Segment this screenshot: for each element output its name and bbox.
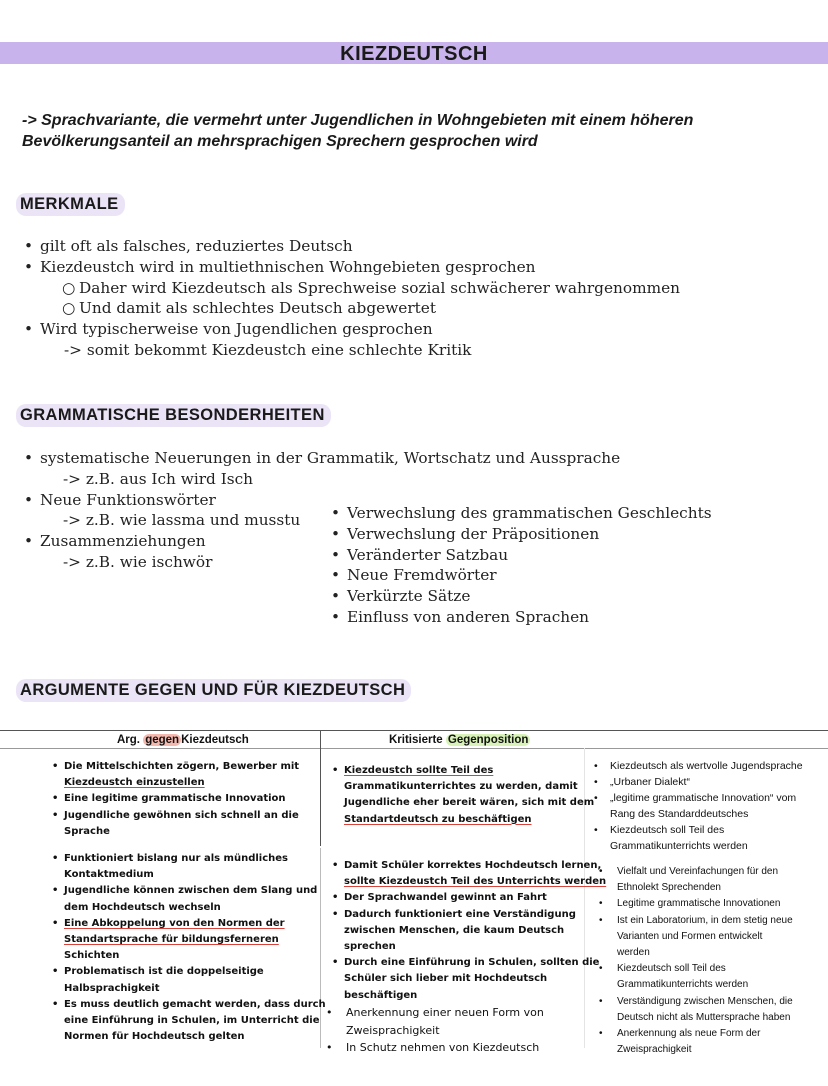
- bullet-icon: •: [331, 607, 341, 626]
- table-row: • Jugendliche können zwischen dem Slang und: [52, 883, 317, 899]
- page-title: KIEZDEUTSCH: [340, 43, 488, 65]
- bullet-icon: •: [599, 1028, 603, 1040]
- circle-bullet-icon: ○: [62, 299, 76, 318]
- col2-block3: [326, 1004, 582, 1057]
- definition-line-1: -> Sprachvariante, die vermehrt unter Jugendlichen in Wohngebieten mit einem höheren: [22, 112, 694, 129]
- table-row: Standartsprache für bildungsferneren: [64, 934, 279, 946]
- col3-block2: [599, 864, 827, 1058]
- bullet-icon: •: [24, 257, 34, 276]
- list-item: • Zusammenziehungen: [24, 532, 206, 551]
- table-row: Grammatikunterrichts werden: [610, 840, 748, 852]
- bullet-icon: •: [594, 776, 598, 788]
- bullet-icon: •: [24, 320, 34, 339]
- table-row: sollte Kiezdeustch Teil des Unterrichts werden: [344, 876, 607, 888]
- table-row: Grammatikunterrichtes zu werden, damit: [344, 781, 578, 793]
- bullet-icon: •: [599, 866, 603, 877]
- heading-grammatik: GRAMMATISCHE BESONDERHEITEN: [16, 404, 331, 427]
- table-row: • Verständigung zwischen Menschen, die: [599, 994, 827, 1010]
- table-row: zwischen Menschen, die kaum Deutsch: [344, 924, 565, 936]
- bullet-icon: •: [594, 824, 598, 836]
- bullet-icon: •: [24, 490, 34, 509]
- bullet-icon: •: [599, 995, 603, 1007]
- col2-block1: [332, 763, 595, 828]
- table-row: • Ist ein Laboratorium, in dem stetig neue: [599, 913, 827, 929]
- bullet-icon: •: [331, 524, 341, 543]
- table-row: • In Schutz nehmen von Kiezdeutsch: [326, 1039, 582, 1057]
- table-row: • Es muss deutlich gemacht werden, dass durch: [52, 997, 317, 1013]
- bullet-icon: •: [331, 545, 341, 564]
- table-row: • Eine Abkoppelung von den Normen der: [52, 916, 317, 932]
- table-row: • Funktioniert bislang nur als mündliches: [52, 851, 317, 867]
- definition: [22, 110, 812, 152]
- list-item: • Wird typischerweise von Jugendlichen gesprochen: [24, 320, 433, 339]
- table-row: • Damit Schüler korrektes Hochdeutsch lernen,: [332, 858, 582, 874]
- table-header-border: [0, 748, 828, 749]
- table-row: • Dadurch funktioniert eine Verständigung: [332, 907, 582, 923]
- table-row: werden: [617, 947, 650, 959]
- grammatik-right-list: [331, 503, 811, 628]
- list-item: • Verkürzte Sätze: [331, 587, 471, 606]
- list-item: -> z.B. wie lassma und musstu: [63, 511, 301, 530]
- col3-block1: [594, 758, 826, 854]
- merkmale-list: [24, 236, 814, 361]
- table-row: Halbsprachigkeit: [64, 982, 160, 994]
- heading-merkmale: MERKMALE: [16, 193, 125, 216]
- bullet-icon: •: [332, 892, 339, 904]
- table-row: • Problematisch ist die doppelseitige: [52, 964, 317, 980]
- table-row: • Jugendliche gewöhnen sich schnell an die: [52, 808, 317, 824]
- table-row: beschäftigen: [344, 989, 418, 1001]
- bullet-icon: •: [599, 963, 603, 975]
- table-row: • Der Sprachwandel gewinnt an Fahrt: [332, 890, 582, 906]
- table-column-divider: [584, 748, 585, 1048]
- table-row: Deutsch nicht als Muttersprache haben: [617, 1011, 791, 1023]
- list-item: ○ Daher wird Kiezdeutsch als Sprechweise sozial schwächerer wahrgenommen: [62, 278, 680, 297]
- table-row: • Kiezdeustch sollte Teil des: [332, 763, 582, 779]
- bullet-icon: •: [24, 237, 34, 255]
- table-row: Sprache: [64, 825, 110, 837]
- bullet-icon: •: [331, 566, 341, 585]
- list-item: ○ Und damit als schlechtes Deutsch abgewertet: [62, 299, 436, 318]
- table-row: Rang des Standarddeutsches: [610, 808, 749, 820]
- bullet-icon: •: [52, 853, 59, 864]
- table-row: Schichten: [64, 950, 120, 962]
- bullet-icon: •: [599, 898, 603, 910]
- list-item: • Kiezdeustch wird in multiethnischen Wohngebieten gesprochen: [24, 257, 536, 276]
- bullet-icon: •: [594, 760, 598, 772]
- table-header-arg-gegen: Arg. gegen Kiezdeutsch: [117, 734, 249, 746]
- list-item: • Neue Funktionswörter: [24, 490, 216, 509]
- bullet-icon: •: [52, 793, 59, 805]
- table-row: Kiezdeustch einzustellen: [64, 777, 205, 789]
- table-top-border: [0, 730, 828, 731]
- table-row: Ethnolekt Sprechenden: [617, 882, 721, 894]
- table-row: Zweisprachigkeit: [346, 1023, 440, 1037]
- table-row: • Durch eine Einführung in Schulen, sollten die: [332, 955, 582, 971]
- list-item: -> z.B. aus Ich wird Isch: [63, 469, 254, 488]
- table-row: • Legitime grammatische Innovationen: [599, 896, 827, 912]
- table-row: Varianten und Formen entwickelt: [617, 930, 763, 942]
- table-row: • „legitime grammatische Innovation“ vom: [594, 792, 797, 804]
- col1-block2: [52, 851, 326, 1045]
- table-row: • Eine legitime grammatische Innovation: [52, 791, 317, 807]
- bullet-icon: •: [599, 914, 603, 926]
- bullet-icon: •: [331, 587, 341, 606]
- table-row: • Kiezdeutsch soll Teil des: [599, 961, 827, 977]
- table-row: • „Urbaner Dialekt“: [594, 776, 690, 788]
- list-item: • Neue Fremdwörter: [331, 566, 497, 585]
- heading-argumente: ARGUMENTE GEGEN UND FÜR KIEZDEUTSCH: [16, 679, 411, 702]
- table-row: Standartdeutsch zu beschäftigen: [344, 813, 532, 825]
- bullet-icon: •: [52, 809, 59, 821]
- bullet-icon: •: [52, 966, 59, 978]
- definition-line-2: Bevölkerungsanteil an mehrsprachigen Sprechern gesprochen wird: [22, 133, 538, 150]
- highlight-gegen: gegen: [145, 734, 180, 746]
- col2-block2: [332, 858, 607, 1004]
- col1-block1: [52, 759, 317, 840]
- bullet-icon: •: [332, 860, 339, 871]
- table-row: Normen für Hochdeutsch gelten: [64, 1031, 245, 1043]
- list-item: • gilt oft als falsches, reduziertes Deutsch: [24, 237, 353, 255]
- bullet-icon: •: [52, 998, 59, 1010]
- table-row: eine Einführung in Schulen, im Unterricht die: [64, 1015, 320, 1027]
- list-item: • Einfluss von anderen Sprachen: [331, 607, 590, 626]
- table-row: • Kiezdeutsch als wertvolle Jugendsprache: [594, 760, 803, 772]
- table-row: • Die Mittelschichten zögern, Bewerber mit: [52, 759, 317, 775]
- table-row: sprechen: [344, 941, 396, 953]
- table-row: • Vielfalt und Vereinfachungen für den: [599, 864, 827, 880]
- circle-bullet-icon: ○: [62, 278, 76, 297]
- list-item: -> z.B. wie ischwör: [63, 552, 213, 571]
- table-row: Schüler sich lieber mit Hochdeutsch: [344, 973, 548, 985]
- table-header-gegenposition: Kritisierte Gegenposition: [389, 734, 529, 746]
- bullet-icon: •: [52, 885, 59, 897]
- bullet-icon: •: [332, 908, 339, 920]
- highlight-gegenposition: Gegenposition: [447, 734, 529, 746]
- bullet-icon: •: [326, 1006, 333, 1019]
- list-item: -> somit bekommt Kiezdeustch eine schlechte Kritik: [64, 340, 472, 359]
- bullet-icon: •: [24, 532, 34, 551]
- bullet-icon: •: [332, 765, 339, 776]
- list-item: • Veränderter Satzbau: [331, 545, 509, 564]
- bullet-icon: •: [52, 917, 59, 929]
- table-column-divider: [320, 730, 321, 846]
- bullet-icon: •: [24, 449, 34, 467]
- list-item: • Verwechslung der Präpositionen: [331, 524, 600, 543]
- list-item: • Verwechslung des grammatischen Geschlechts: [331, 504, 712, 522]
- table-row: • Kiezdeutsch soll Teil des: [594, 824, 725, 836]
- table-row: • Anerkennung als neue Form der: [599, 1026, 827, 1042]
- table-row: Grammatikunterrichts werden: [617, 979, 749, 991]
- bullet-icon: •: [326, 1041, 333, 1054]
- table-row: Kontaktmedium: [64, 869, 154, 881]
- table-column-divider: [320, 848, 321, 1048]
- table-row: dem Hochdeutsch wechseln: [64, 901, 221, 913]
- bullet-icon: •: [332, 957, 339, 969]
- list-item: • systematische Neuerungen in der Grammatik, Wortschatz und Aussprache: [24, 449, 621, 467]
- table-row: Zweisprachigkeit: [617, 1044, 692, 1056]
- table-row: • Anerkennung einer neuen Form von: [326, 1004, 582, 1022]
- bullet-icon: •: [331, 504, 341, 522]
- table-row: Jugendliche eher bereit wären, sich mit dem: [344, 797, 595, 809]
- bullet-icon: •: [52, 761, 59, 772]
- bullet-icon: •: [594, 792, 598, 804]
